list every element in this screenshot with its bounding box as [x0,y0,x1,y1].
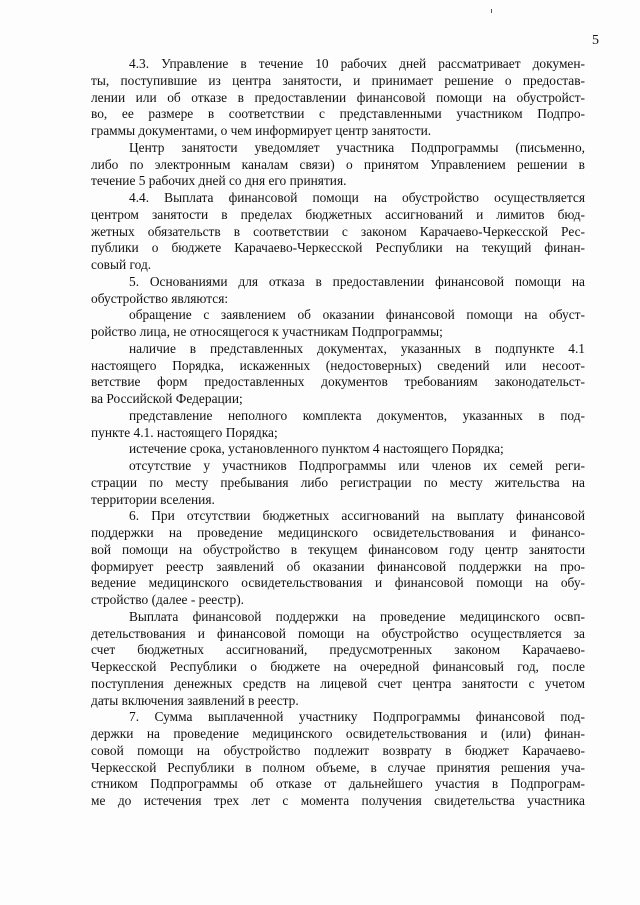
text-line: территории вселения. [91,491,215,507]
scan-speck [491,9,492,13]
text-line: представление неполного комплекта документов, указанных в под- [129,407,585,423]
text-line: 4.3. Управление в течение 10 рабочих дней рассматривает докумен- [129,56,585,71]
text-line: ветствие форм предоставленных документов требованиям законодательст- [91,374,585,390]
text-line: 7. Сумма выплаченной участнику Подпрограммы финансовой под- [129,709,585,725]
document-body [91,56,585,810]
text-line: ва Российской Федерации; [91,391,243,406]
text-line: ройство лица, не относящегося к участникам Подпрограммы; [91,324,443,339]
text-line: счет бюджетных ассигнований, предусмотренных законом Карачаево- [91,642,585,658]
text-line: стройство (далее - реестр). [91,592,245,607]
text-line: пункте 4.1. настоящего Порядка; [91,424,278,440]
text-line: формирует реестр заявлений об оказании финансовой поддержки на про- [91,558,585,574]
text-line: Черкесской Республики о бюджете на очередной финансовый год, после [91,659,585,674]
page-number: 5 [592,33,599,48]
text-line: лении или об отказе в предоставлении финансовой помощи на обустройст- [91,89,585,105]
text-line: детельствования и финансовой помощи на обустройство осуществляется за [91,625,585,641]
text-line: отсутствие у участников Подпрограммы или членов их семей реги- [129,458,585,473]
text-line: обустройство являются: [91,290,229,306]
text-line: течение 5 рабочих дней со дня его принятия. [91,173,347,189]
text-line: совый год. [91,257,152,272]
text-line: держки на проведение медицинского освидетельствования и (или) финан- [91,726,585,741]
text-line: стником Подпрограммы об отказе от дальнейшего участия в Подпрограм- [91,776,585,792]
text-line: даты включения заявлений в реестр. [91,692,299,708]
text-line: либо по электронным каналам связи) о принятом Управлением решении в [91,156,585,172]
text-line: поддержки на проведение медицинского освидетельствования и финансо- [91,525,585,540]
text-line: ме до истечения трех лет с момента получения свидетельства участника [91,793,585,808]
text-line: публики о бюджете Карачаево-Черкесской Республики на текущий финан- [91,240,585,256]
text-line: настоящего Порядка, искаженных (недостоверных) сведений или несоот- [91,357,585,373]
text-line: 6. При отсутствии бюджетных ассигнований на выплату финансовой [129,508,585,524]
text-line: вой помощи на обустройство в текущем финансовом году центр занятости [91,541,585,557]
text-line: истечение срока, установленного пунктом 4 настоящего Порядка; [129,441,504,457]
text-line: центром занятости в пределах бюджетных ассигнований и лимитов бюд- [91,206,585,222]
text-line: 4.4. Выплата финансовой помощи на обустройство осуществляется [129,190,585,205]
text-line: совой помощи на обустройство подлежит возврату в бюджет Карачаево- [91,742,585,758]
text-line: 5. Основаниями для отказа в предоставлении финансовой помощи на [129,273,585,289]
text-line: граммы документами, о чем информирует центр занятости. [91,123,432,138]
text-line: ведение медицинского освидетельствования и финансовой помощи на обу- [91,575,585,591]
text-line: поступления денежных средств на лицевой счет центра занятости с учетом [91,675,585,691]
text-line: наличие в представленных документах, указанных в подпункте 4.1 [129,340,585,356]
text-line: ты, поступившие из центра занятости, и принимает решение о предостав- [91,72,585,88]
text-line: во, ее размере в соответствии с представленными участником Подпро- [91,106,585,122]
text-line: Центр занятости уведомляет участника Подпрограммы (письменно, [129,139,585,155]
text-line: Черкесской Республики в полном объеме, в случае принятия решения уча- [91,759,585,775]
text-line: обращение с заявлением об оказании финансовой помощи на обуст- [129,307,585,323]
text-line: Выплата финансовой поддержки на проведение медицинского освп- [129,608,585,624]
text-line: жетных обязательств в соответствии с законом Карачаево-Черкесской Рес- [91,223,585,239]
text-line: страции по месту пребывания либо регистрации по месту жительства на [91,474,585,490]
